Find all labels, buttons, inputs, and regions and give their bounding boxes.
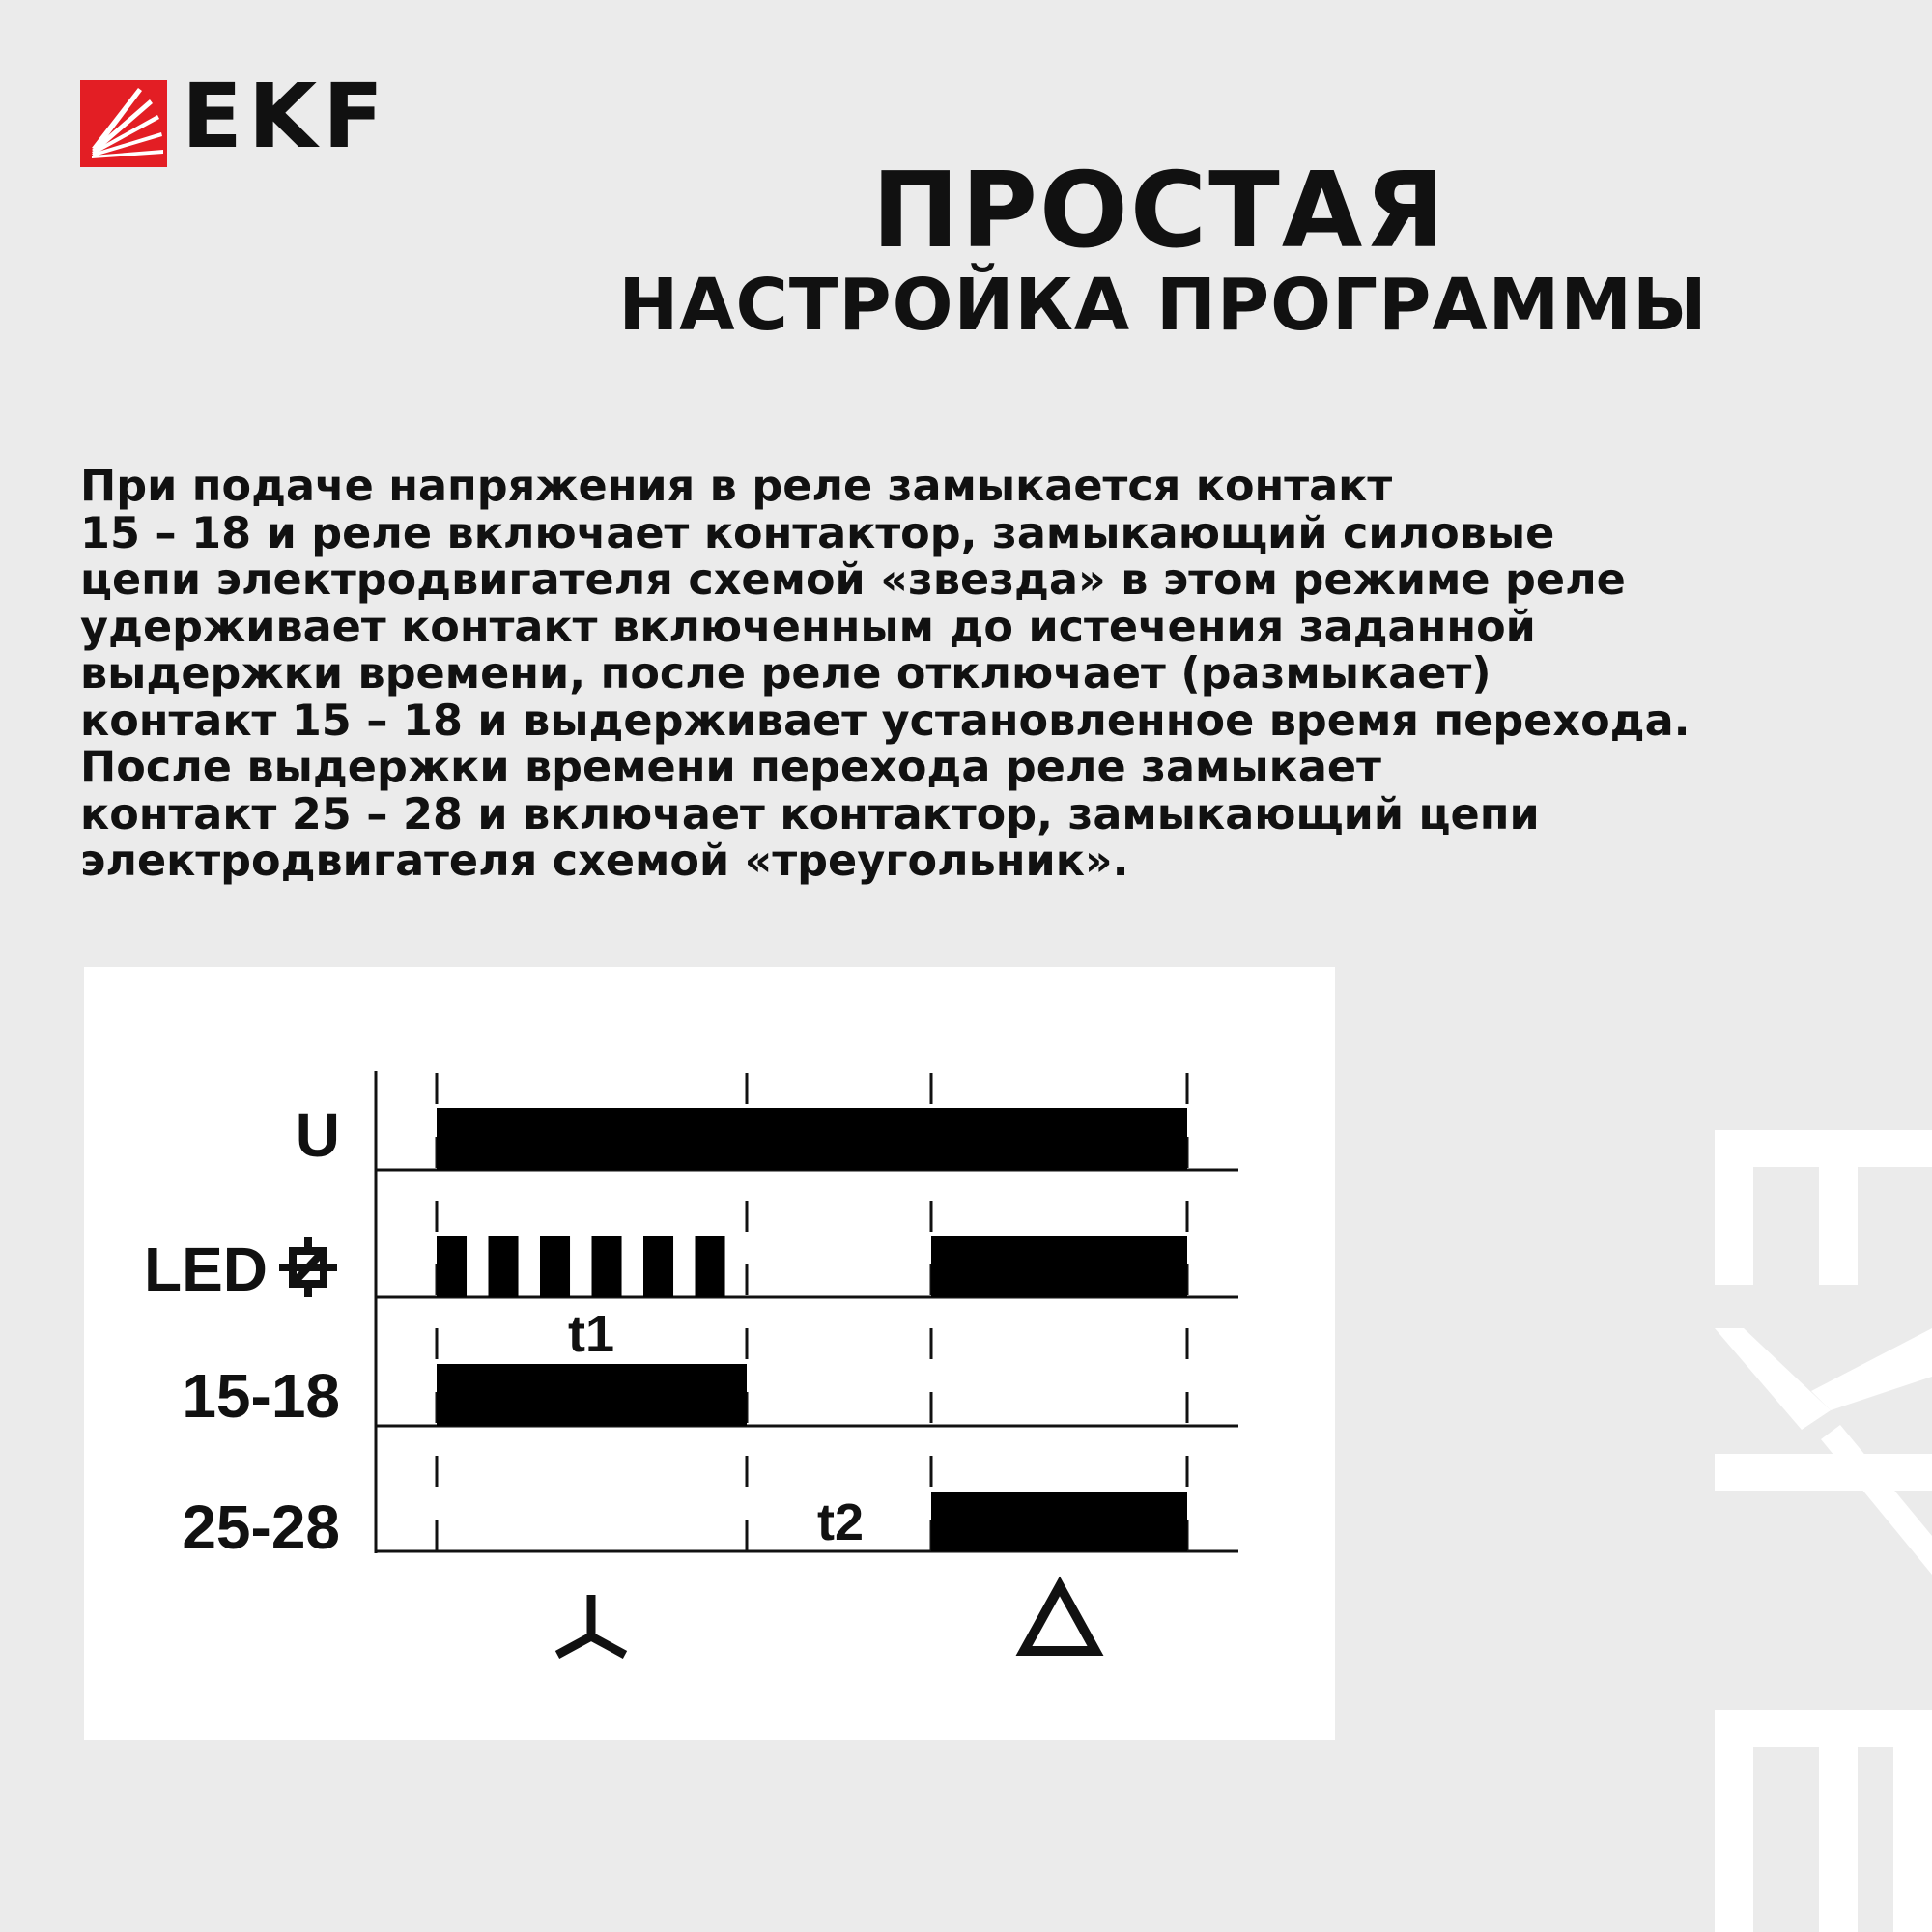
led-blink-pulse	[592, 1236, 622, 1297]
signal-bar-25-28	[931, 1492, 1187, 1551]
row-label-u: U	[295, 1100, 340, 1170]
time-label-t1: t1	[567, 1305, 615, 1363]
signal-bars	[437, 1108, 1187, 1551]
description-text: При подаче напряжения в реле замыкается контакт 15 – 18 и реле включает контактор, замыкающий силовые цепи электродвигателя схемой «звезда» в этом режиме реле удерживает контакт включенным до истечения заданной выдержки времени, после реле отключает (размыкает) контакт 15 – 18 и выдерживает установленное время перехода. После выдержки времени перехода реле замыкает контакт 25 – 28 и включает контактор, замыкающий цепи электродвигателя схемой «треугольник».	[80, 462, 1690, 886]
time-label-t2: t2	[816, 1493, 865, 1551]
led-blink-pulse	[437, 1236, 467, 1297]
page-title-line2: НАСТРОЙКА ПРОГРАММЫ	[618, 264, 1708, 347]
led-blink-pulse	[540, 1236, 570, 1297]
star-symbol-icon	[557, 1595, 625, 1655]
signal-bar-led	[931, 1236, 1187, 1297]
timing-diagram	[84, 967, 1335, 1740]
row-label-15-18: 15-18	[182, 1361, 340, 1431]
page-title-line1: ПРОСТАЯ	[871, 151, 1447, 271]
signal-bar-u	[437, 1108, 1187, 1170]
led-blink-pulse	[696, 1236, 725, 1297]
row-label-25-28: 25-28	[182, 1492, 340, 1562]
row-label-led: LED	[144, 1235, 268, 1304]
ekf-logo-text: EKF	[182, 65, 389, 168]
delta-symbol-icon	[1024, 1586, 1095, 1651]
signal-bar-15-18	[437, 1364, 747, 1426]
relay-coil-icon	[279, 1237, 337, 1297]
timing-diagram-panel	[84, 967, 1335, 1740]
led-blink-pulse	[489, 1236, 519, 1297]
ekf-watermark	[1705, 1130, 1932, 1932]
led-blink-pulse	[643, 1236, 673, 1297]
